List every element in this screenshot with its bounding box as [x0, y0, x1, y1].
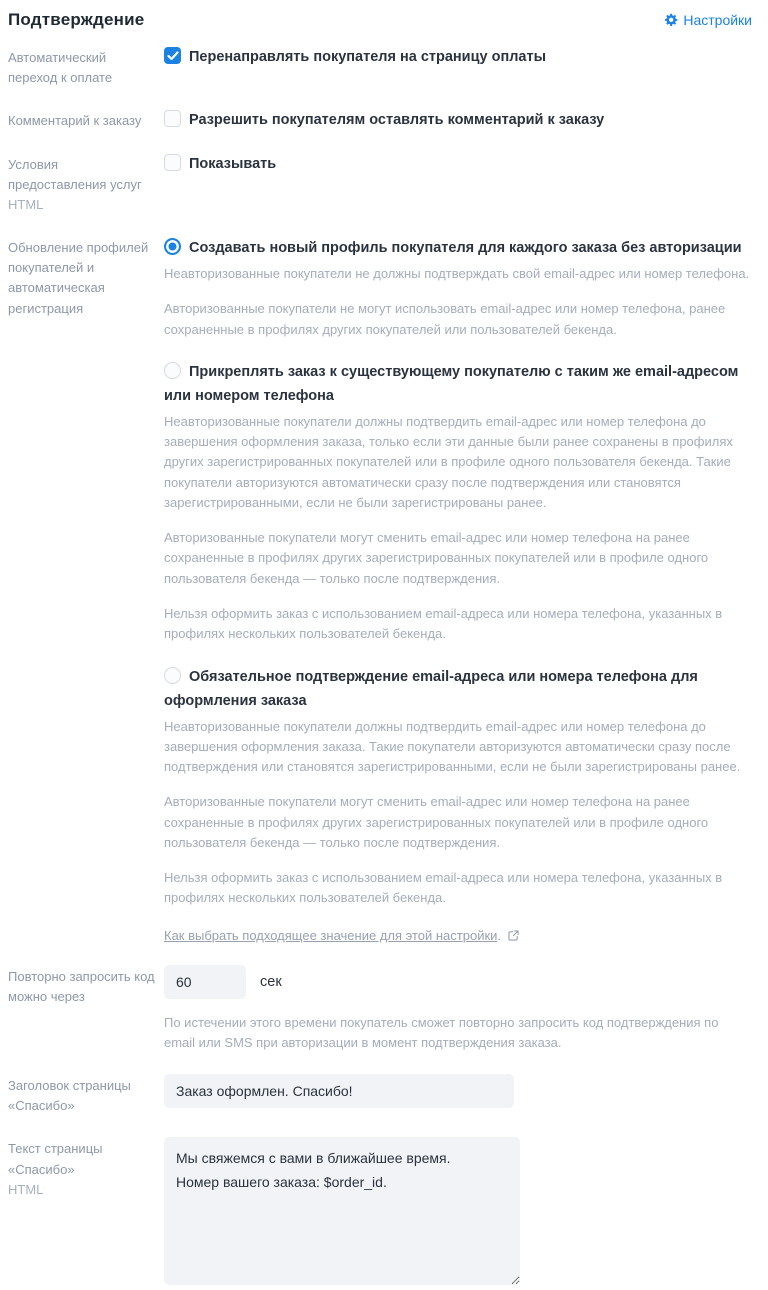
checkbox-unchecked-icon[interactable] — [164, 154, 181, 171]
order-comment-checkbox-row[interactable] — [164, 111, 604, 128]
thanks-title-input[interactable] — [164, 1074, 514, 1108]
field-order-comment — [8, 109, 752, 131]
option-description: Неавторизованные покупатели должны подтвердить email-адрес или номер телефона до завершения оформления заказа. Такие покупатели авторизуются автоматически сразу после подтверждения или становятся зарегистрированными, если не были зарегистрированы ранее. — [164, 718, 741, 775]
help-link-row — [164, 928, 752, 944]
field-label: Обновление профилей покупателей и автоматическая регистрация — [8, 240, 149, 316]
radio-unselected-icon[interactable] — [164, 362, 181, 379]
resend-code-unit: сек — [260, 973, 282, 990]
settings-link[interactable] — [664, 12, 752, 28]
option-description: Авторизованные покупатели не могут использовать email-адрес или номер телефона, ранее сохраненные в профилях других покупателей или пользователей бекенда. — [164, 301, 726, 337]
profiles-radio-group — [164, 236, 752, 944]
field-label: Повторно запросить код можно через — [8, 968, 155, 1004]
checkbox-label: Показывать — [189, 155, 277, 172]
radio-option-attach-existing[interactable] — [164, 360, 752, 408]
checkbox-unchecked-icon[interactable] — [164, 110, 181, 127]
help-link-suffix: . — [497, 927, 502, 943]
radio-label: Обязательное подтверждение email-адреса или номера телефона для оформления заказа — [164, 668, 698, 709]
option-description: Нельзя оформить заказ с использованием email-адреса или номера телефона, указанных в профилях нескольких пользователей бекенда. — [164, 606, 723, 642]
field-label — [8, 153, 158, 215]
field-label: Заголовок страницы «Спасибо» — [8, 1078, 131, 1114]
settings-link-label: Настройки — [683, 12, 752, 28]
resend-code-input-row — [164, 965, 752, 999]
gear-icon — [664, 13, 678, 27]
auto-payment-checkbox-row[interactable] — [164, 48, 546, 65]
field-label: Автоматический переход к оплате — [8, 50, 113, 86]
field-profiles — [8, 236, 752, 944]
checkbox-label: Перенаправлять покупателя на страницу оплаты — [189, 49, 546, 65]
page-header — [8, 10, 752, 30]
field-auto-payment — [8, 46, 752, 88]
option-description: Неавторизованные покупатели не должны подтверждать свой email-адрес или номер телефона. — [164, 266, 750, 282]
radio-unselected-icon[interactable] — [164, 667, 181, 684]
radio-label: Создавать новый профиль покупателя для каждого заказа без авторизации — [189, 240, 742, 257]
page-title: Подтверждение — [8, 10, 145, 29]
help-link[interactable]: Как выбрать подходящее значение для этой настройки — [164, 927, 498, 943]
thanks-text-textarea[interactable] — [164, 1137, 520, 1285]
option-description: Нельзя оформить заказ с использованием email-адреса или номера телефона, указанных в профилях нескольких пользователей бекенда. — [164, 870, 723, 906]
resend-code-description: По истечении этого времени покупатель сможет повторно запросить код подтверждения по email или SMS при авторизации в момент подтверждения заказа. — [164, 1014, 719, 1050]
field-label-text: Условия предоставления услуг — [8, 156, 142, 192]
field-thanks-title — [8, 1074, 752, 1116]
terms-checkbox-row[interactable] — [164, 155, 276, 172]
radio-option-new-profile[interactable] — [164, 236, 752, 260]
radio-option-mandatory-confirmation[interactable] — [164, 665, 752, 713]
field-label-hint: HTML — [8, 196, 44, 212]
checkbox-label: Разрешить покупателям оставлять комментарий к заказу — [189, 112, 605, 129]
resend-code-input[interactable] — [164, 965, 246, 999]
field-label: Комментарий к заказу — [8, 113, 142, 129]
field-label-text: Текст страницы «Спасибо» — [8, 1141, 103, 1177]
option-description: Неавторизованные покупатели должны подтвердить email-адрес или номер телефона до завершения оформления заказа, только если эти данные были ранее сохранены в профилях других зарегистрированных покупателей или в профиле одного пользователя бекенда. Такие покупатели авторизуются автоматически сразу после подтверждения или становятся зарегистрированными, если не были зарегистрированы ранее. — [164, 413, 733, 510]
external-link-icon — [508, 929, 519, 944]
option-description: Авторизованные покупатели могут сменить email-адрес или номер телефона на ранее сохраненные в профилях других зарегистрированных покупателей или в профиле одного пользователя бекенда — только после подтверждения. — [164, 530, 709, 586]
radio-selected-icon[interactable] — [164, 238, 181, 255]
option-description: Авторизованные покупатели могут сменить email-адрес или номер телефона на ранее сохраненные в профилях других зарегистрированных покупателей или в профиле одного пользователя бекенда — только после подтверждения. — [164, 794, 709, 850]
field-terms — [8, 153, 752, 215]
radio-label: Прикреплять заказ к существующему покупателю с таким же email-адресом или номером телефона — [164, 363, 739, 404]
checkbox-checked-icon[interactable] — [164, 47, 181, 64]
field-resend-code — [8, 965, 752, 1054]
field-label-hint: HTML — [8, 1181, 44, 1197]
